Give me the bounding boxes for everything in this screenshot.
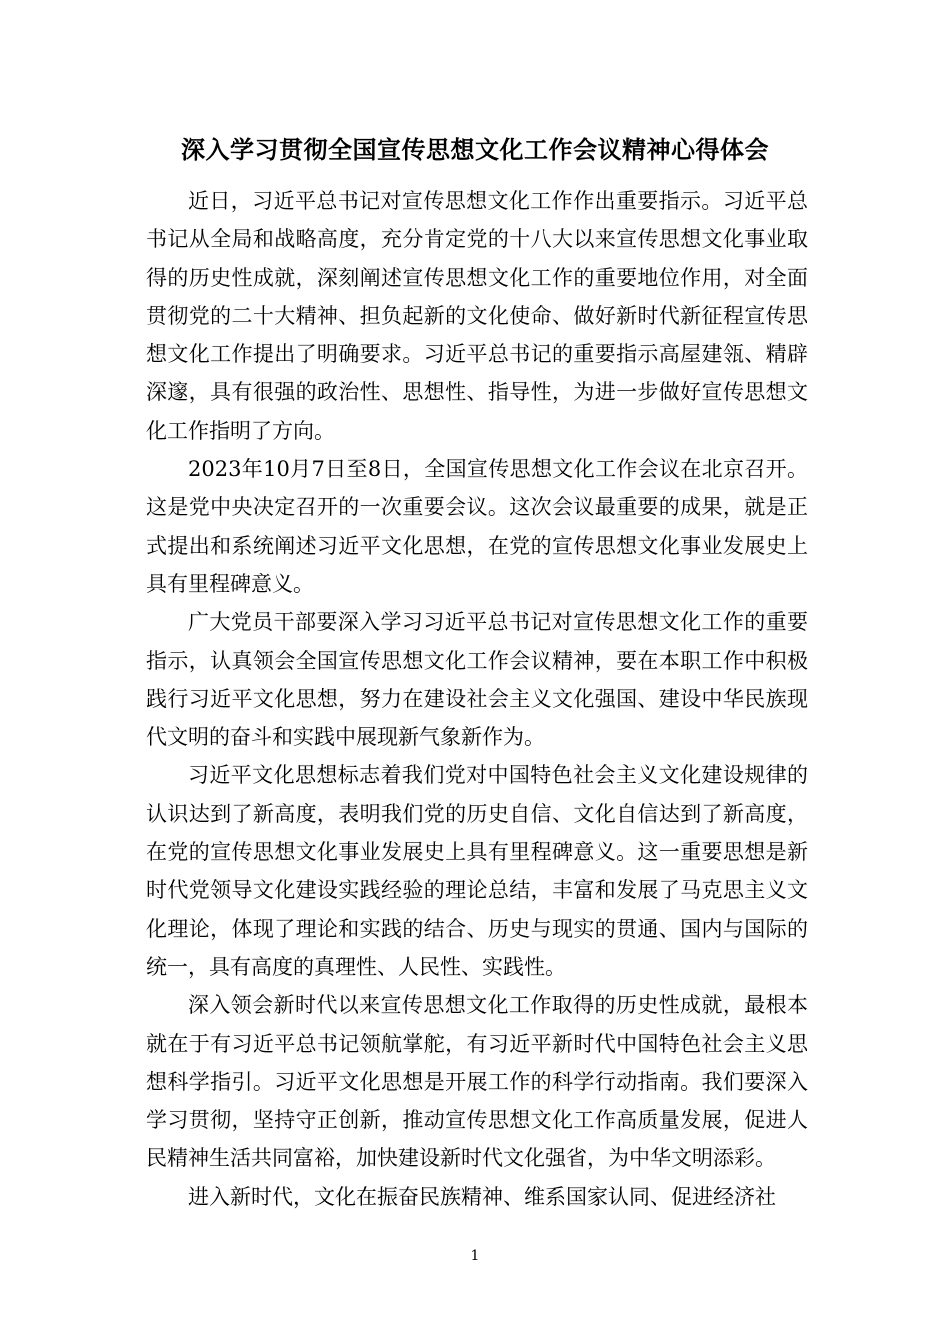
paragraph-1: 近日，习近平总书记对宣传思想文化工作作出重要指示。习近平总书记从全局和战略高度，充分肯定党的十八大以来宣传思想文化事业取得的历史性成就，深刻阐述宣传思想文化工作的重要地位作用，对全面贯彻党的二十大精神、担负起新的文化使命、做好新时代新征程宣传思想文化工作提出了明确要求。习近平总书记的重要指示高屋建瓴、精辟深邃，具有很强的政治性、思想性、指导性，为进一步做好宣传思想文化工作指明了方向。 — [146, 189, 808, 443]
paragraph-3: 广大党员干部要深入学习习近平总书记对宣传思想文化工作的重要指示，认真领会全国宣传思想文化工作会议精神，要在本职工作中积极践行习近平文化思想，努力在建设社会主义文化强国、建设中华民族现代文明的奋斗和实践中展现新气象新作为。 — [146, 610, 808, 750]
paragraph-6: 进入新时代，文化在振奋民族精神、维系国家认同、促进经济社 — [188, 1184, 776, 1209]
document-body — [146, 182, 808, 1216]
paragraph-4: 习近平文化思想标志着我们党对中国特色社会主义文化建设规律的认识达到了新高度，表明我们党的历史自信、文化自信达到了新高度，在党的宣传思想文化事业发展史上具有里程碑意义。这一重要思想是新时代党领导文化建设实践经验的理论总结，丰富和发展了马克思主义文化理论，体现了理论和实践的结合、历史与现实的贯通、国内与国际的统一，具有高度的真理性、人民性、实践性。 — [146, 763, 808, 979]
paragraph-2: 2023年10月7日至8日，全国宣传思想文化工作会议在北京召开。这是党中央决定召开的一次重要会议。这次会议最重要的成果，就是正式提出和系统阐述习近平文化思想，在党的宣传思想文化事业发展史上具有里程碑意义。 — [146, 457, 808, 596]
paragraph-5: 深入领会新时代以来宣传思想文化工作取得的历史性成就，最根本就在于有习近平总书记领航掌舵，有习近平新时代中国特色社会主义思想科学指引。习近平文化思想是开展工作的科学行动指南。我们要深入学习贯彻，坚持守正创新，推动宣传思想文化工作高质量发展，促进人民精神生活共同富裕，加快建设新时代文化强省，为中华文明添彩。 — [146, 993, 808, 1171]
page-number: 1 — [470, 1248, 480, 1264]
document-title: 深入学习贯彻全国宣传思想文化工作会议精神心得体会 — [181, 135, 769, 164]
